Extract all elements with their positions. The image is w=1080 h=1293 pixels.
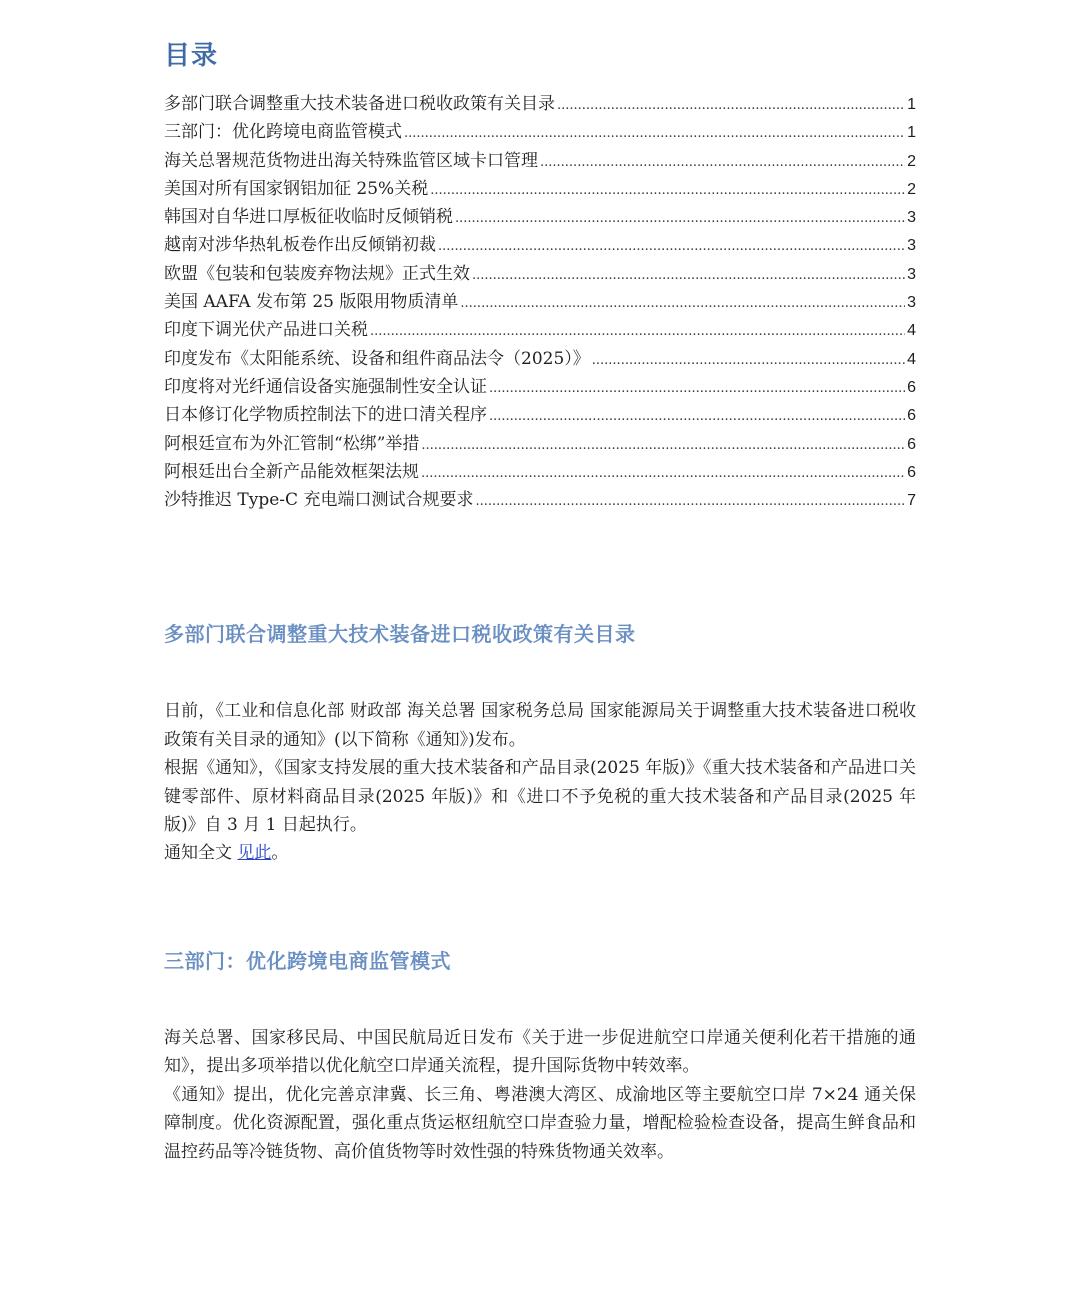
toc-leader-dots	[430, 177, 905, 205]
toc-leader-dots	[472, 262, 905, 290]
toc-item[interactable]	[164, 486, 916, 514]
document-page	[164, 36, 916, 1166]
toc-item-page: 4	[907, 322, 916, 340]
toc-leader-dots	[475, 488, 905, 516]
body-paragraph: 《通知》提出，优化完善京津冀、长三角、粤港澳大湾区、成渝地区等主要航空口岸 7×24 通关保障制度。优化资源配置，强化重点货运枢纽航空口岸查验力量，增配检验检查设备，提高生鲜食品和温控药品等冷链货物、高价值货物等时效性强的特殊货物通关效率。	[164, 1084, 916, 1162]
toc-item[interactable]	[164, 430, 916, 458]
toc-leader-dots	[557, 92, 905, 120]
toc-list	[164, 90, 916, 514]
toc-item[interactable]	[164, 118, 916, 146]
toc-item-page: 3	[907, 294, 916, 312]
toc-item-page: 6	[907, 435, 916, 453]
toc-leader-dots	[370, 318, 905, 346]
toc-leader-dots	[404, 120, 905, 148]
toc-item-text: 海关总署规范货物进出海关特殊监管区域卡口管理	[164, 150, 538, 171]
toc-item[interactable]	[164, 90, 916, 118]
toc-item-page: 6	[907, 407, 916, 425]
toc-item[interactable]	[164, 316, 916, 344]
full-text-line	[164, 839, 916, 867]
toc-item-page: 6	[907, 463, 916, 481]
toc-item[interactable]	[164, 231, 916, 259]
toc-leader-dots	[421, 432, 905, 460]
body-paragraph: 日前，《工业和信息化部 财政部 海关总署 国家税务总局 国家能源局关于调整重大技术装备进口税收政策有关目录的通知》(以下简称《通知》)发布。	[164, 701, 916, 750]
body-paragraph: 海关总署、国家移民局、中国民航局近日发布《关于进一步促进航空口岸通关便利化若干措施的通知》，提出多项举措以优化航空口岸通关流程，提升国际货物中转效率。	[164, 1027, 916, 1077]
toc-leader-dots	[438, 233, 905, 261]
toc-leader-dots	[592, 347, 905, 375]
toc-item-text: 美国 AAFA 发布第 25 版限用物质清单	[164, 292, 459, 313]
toc-leader-dots	[489, 375, 905, 403]
toc-leader-dots	[460, 290, 905, 318]
toc-leader-dots	[540, 149, 905, 177]
toc-item[interactable]	[164, 401, 916, 429]
toc-item[interactable]	[164, 175, 916, 203]
toc-item-page: 6	[907, 378, 916, 396]
toc-item-text: 韩国对自华进口厚板征收临时反倾销税	[164, 207, 453, 228]
section-body	[164, 697, 916, 867]
toc-item-text: 越南对涉华热轧板卷作出反倾销初裁	[164, 235, 436, 256]
section-heading: 多部门联合调整重大技术装备进口税收政策有关目录	[164, 622, 636, 647]
toc-item-text: 多部门联合调整重大技术装备进口税收政策有关目录	[164, 94, 555, 114]
toc-item-text: 阿根廷出台全新产品能效框架法规	[164, 461, 419, 482]
toc-item-text: 阿根廷宣布为外汇管制“松绑”举措	[164, 433, 420, 454]
full-text-link[interactable]: 见此	[237, 843, 272, 864]
toc-item-text: 美国对所有国家钢铝加征 25%关税	[164, 178, 429, 199]
toc-item-text: 沙特推迟 Type-C 充电端口测试合规要求	[164, 490, 474, 511]
toc-item-text: 日本修订化学物质控制法下的进口清关程序	[164, 405, 487, 426]
toc-item-page: 7	[907, 492, 916, 510]
toc-leader-dots	[489, 403, 905, 431]
toc-item[interactable]	[164, 373, 916, 401]
toc-item[interactable]	[164, 203, 916, 231]
toc-item-text: 印度将对光纤通信设备实施强制性安全认证	[164, 376, 487, 397]
full-text-suffix: 。	[271, 843, 289, 864]
toc-item-page: 1	[907, 96, 916, 113]
toc-item[interactable]	[164, 288, 916, 316]
toc-item-text: 欧盟《包装和包装废弃物法规》正式生效	[164, 263, 470, 284]
toc-item-page: 2	[907, 180, 916, 198]
toc-item-text: 三部门：优化跨境电商监管模式	[164, 122, 402, 143]
section-heading: 三部门：优化跨境电商监管模式	[164, 948, 451, 973]
toc-item-page: 2	[907, 152, 916, 170]
toc-leader-dots	[455, 205, 905, 233]
toc-item-page: 3	[907, 209, 916, 227]
toc-item-text: 印度下调光伏产品进口关税	[164, 320, 368, 341]
toc-item-text: 印度发布《太阳能系统、设备和组件商品法令（2025）》	[164, 348, 590, 369]
toc-item-page: 4	[907, 350, 916, 368]
full-text-label: 通知全文	[164, 843, 238, 864]
body-paragraph: 根据《通知》，《国家支持发展的重大技术装备和产品目录(2025 年版)》《重大技术装备和产品进口关键零部件、原材料商品目录(2025 年版)》和《进口不予免税的重大技术装备和产品目录(2025 年版)》自 3 月 1 日起执行。	[164, 758, 916, 836]
toc-leader-dots	[421, 460, 905, 488]
section-body	[164, 1024, 916, 1166]
toc-item[interactable]	[164, 458, 916, 486]
toc-item[interactable]	[164, 260, 916, 288]
toc-item-page: 3	[907, 265, 916, 283]
toc-item[interactable]	[164, 345, 916, 373]
toc-item[interactable]	[164, 147, 916, 175]
toc-item-page: 3	[907, 237, 916, 255]
toc-item-page: 1	[907, 124, 916, 142]
toc-title: 目录	[164, 41, 219, 71]
